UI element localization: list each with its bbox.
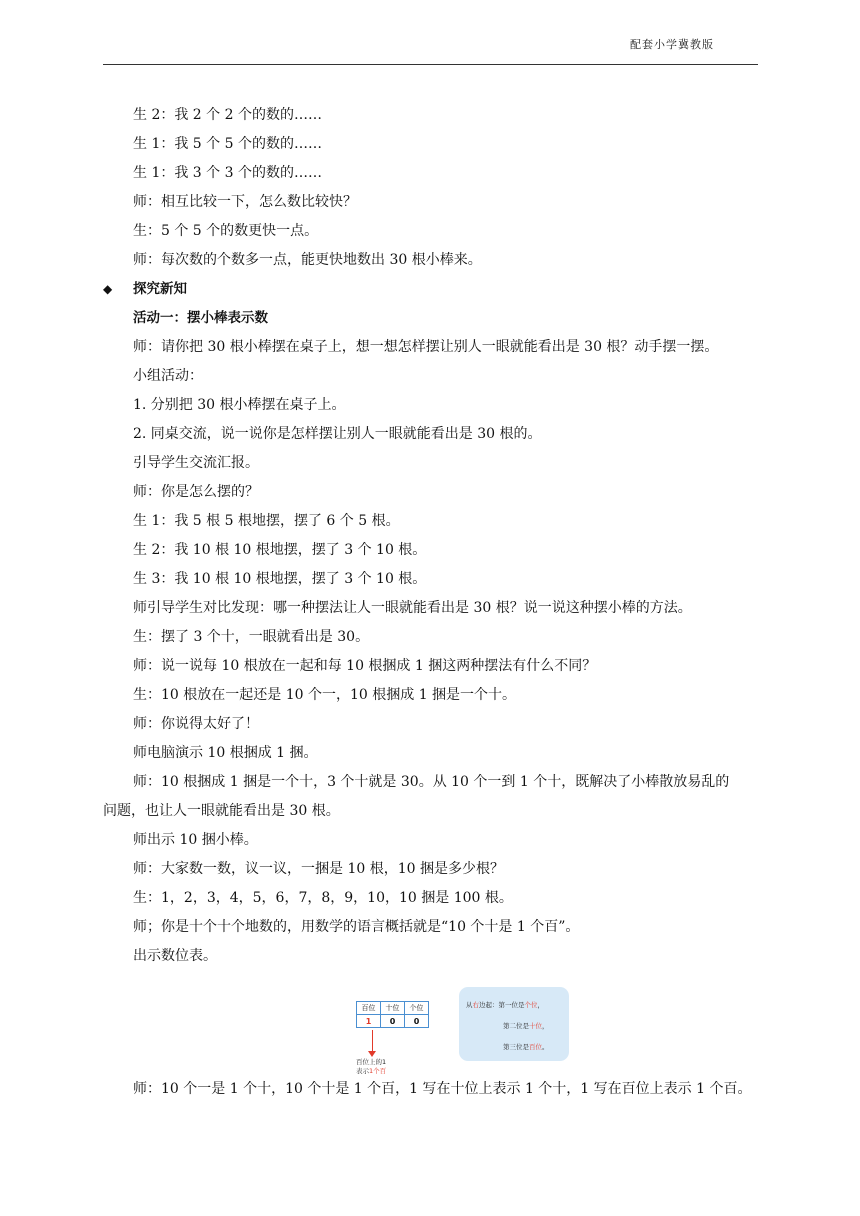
dialogue-line: 生：5 个 5 个的数更快一点。: [133, 223, 319, 239]
body-line: 生 3：我 10 根 10 根地摆，摆了 3 个 10 根。: [133, 571, 427, 587]
note-highlight: 1个百: [369, 1067, 387, 1075]
body-line: 师：请你把 30 根小棒摆在桌子上，想一想怎样摆让别人一眼就能看出是 30 根？动手摆一摆。: [133, 339, 719, 355]
bubble-text: 边起：第一位是: [479, 1001, 525, 1009]
dialogue-line: 生 2：我 2 个 2 个的数的……: [133, 107, 322, 123]
arrow-note: [356, 1058, 386, 1076]
body-line: 出示数位表。: [133, 948, 217, 964]
body-line: 师引导学生对比发现：哪一种摆法让人一眼就能看出是 30 根？说一说这种摆小棒的方法。: [133, 600, 692, 616]
body-line-final: 师：10 个一是 1 个十，10 个十是 1 个百，1 写在十位上表示 1 个十，1 写在百位上表示 1 个百。: [133, 1081, 752, 1097]
body-line: 师出示 10 捆小棒。: [133, 832, 258, 848]
body-line: 师；你是十个十个地数的，用数学的语言概括就是“10 个十是 1 个百”。: [133, 919, 580, 935]
bubble-text: 。: [542, 1043, 549, 1051]
table-header-ones: 个位: [405, 1002, 429, 1015]
place-value-figure: [356, 987, 571, 1073]
table-header-tens: 十位: [381, 1002, 405, 1015]
bubble-highlight: 十位: [529, 1022, 542, 1030]
body-line: 小组活动：: [133, 368, 203, 384]
bubble-highlight: 百位: [529, 1043, 542, 1051]
explanation-bubble: [459, 987, 569, 1061]
body-line: 师：你是怎么摆的？: [133, 484, 259, 500]
table-value-ones: 0: [405, 1015, 429, 1028]
note-line-1: 百位上的1: [356, 1058, 387, 1066]
bubble-text: 从: [466, 1001, 473, 1009]
bubble-text: 第三位是: [503, 1043, 529, 1051]
bubble-text: 第二位是: [503, 1022, 529, 1030]
header-title: 配套小学冀教版: [630, 38, 714, 51]
body-line: 师：你说得太好了！: [133, 716, 259, 732]
body-line: 1. 分别把 30 根小棒摆在桌子上。: [133, 397, 346, 413]
body-line: 生 1：我 5 根 5 根地摆，摆了 6 个 5 根。: [133, 513, 400, 529]
arrow-down-icon: [368, 1051, 376, 1057]
bubble-line-2: [503, 1021, 549, 1030]
activity-title: 活动一：摆小棒表示数: [133, 310, 268, 326]
section-title: 探究新知: [133, 281, 187, 297]
body-line: 师：说一说每 10 根放在一起和每 10 根捆成 1 捆这两种摆法有什么不同？: [133, 658, 597, 674]
body-line: 2. 同桌交流，说一说你是怎样摆让别人一眼就能看出是 30 根的。: [133, 426, 542, 442]
table-header-hundreds: 百位: [357, 1002, 381, 1015]
bubble-text: ，: [537, 1001, 544, 1009]
table-value-hundreds: 1: [357, 1015, 381, 1028]
bubble-highlight: 右: [472, 1001, 479, 1009]
body-line: 引导学生交流汇报。: [133, 455, 259, 471]
bubble-line-3: [503, 1042, 549, 1051]
dialogue-line: 师：相互比较一下，怎么数比较快？: [133, 194, 357, 210]
place-value-table: [356, 1001, 429, 1028]
bubble-line-1: [466, 1000, 544, 1009]
note-text: 表示: [356, 1067, 369, 1075]
section-heading: [103, 275, 763, 304]
dialogue-line: 生 1：我 5 个 5 个的数的……: [133, 136, 322, 152]
paragraph-continuation: 问题，也让人一眼就能看出是 30 根。: [103, 803, 340, 819]
header-rule: [103, 64, 758, 65]
body-line: 生：摆了 3 个十，一眼就看出是 30。: [133, 629, 370, 645]
document-body: [103, 101, 763, 971]
body-line: 生 2：我 10 根 10 根地摆，摆了 3 个 10 根。: [133, 542, 427, 558]
body-line: 师电脑演示 10 根捆成 1 捆。: [133, 745, 318, 761]
paragraph-first-line: 师：10 根捆成 1 捆是一个十，3 个十就是 30。从 10 个一到 1 个十，既解决了小棒散放易乱的: [133, 774, 730, 790]
dialogue-line: 生 1：我 3 个 3 个的数的……: [133, 165, 322, 181]
bubble-text: ，: [542, 1022, 549, 1030]
bubble-highlight: 个位: [524, 1001, 538, 1009]
body-line: 生：10 根放在一起还是 10 个一，10 根捆成 1 捆是一个十。: [133, 687, 517, 703]
diamond-bullet-icon: ◆: [103, 282, 113, 296]
table-value-tens: 0: [381, 1015, 405, 1028]
body-line: 师：大家数一数，议一议，一捆是 10 根，10 捆是多少根？: [133, 861, 504, 877]
body-line: 生：1，2，3，4，5，6，7，8，9，10，10 捆是 100 根。: [133, 890, 513, 906]
dialogue-line: 师：每次数的个数多一点，能更快地数出 30 根小棒来。: [133, 252, 482, 268]
